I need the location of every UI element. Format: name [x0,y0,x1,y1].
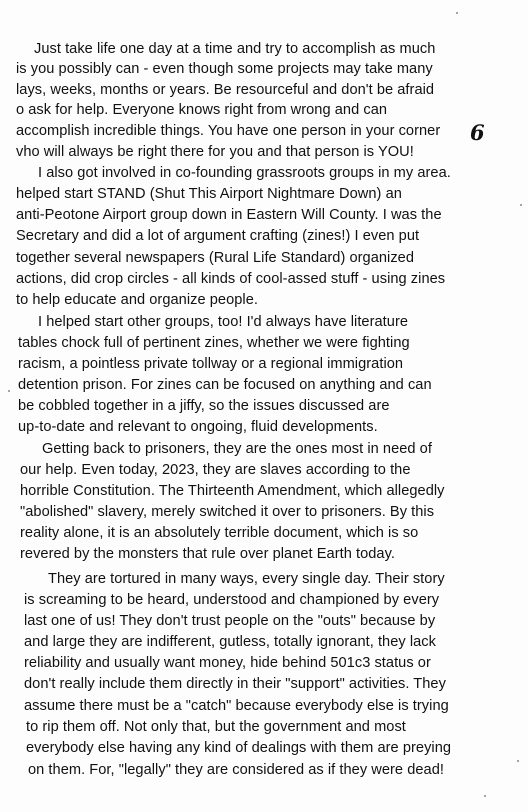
text-line: be cobbled together in a jiffy, so the issues discussed are [18,398,390,414]
text-line: They are tortured in many ways, every single day. Their story [48,571,445,587]
text-line: detention prison. For zines can be focused on anything and can [18,377,432,393]
text-line: to rip them off. Not only that, but the government and most [26,719,406,735]
text-line: our help. Even today, 2023, they are slaves according to the [20,462,411,478]
text-line: o ask for help. Everyone knows right from wrong and can [16,102,388,118]
text-line: assume there must be a "catch" because everybody else is trying [24,698,449,714]
page-number: 6 [470,120,485,145]
text-line: last one of us! They don't trust people on the "outs" because by [24,613,436,629]
scan-speck [456,12,458,14]
scan-speck [484,795,486,797]
text-line: don't really include them directly in their "support" activities. They [24,676,446,692]
text-line: up-to-date and relevant to ongoing, fluid developments. [18,419,378,435]
text-line: on them. For, "legally" they are considered as if they were dead! [28,762,444,778]
text-line: reality alone, it is an absolutely terrible document, which is so [20,525,419,541]
text-line: is screaming to be heard, understood and championed by every [24,592,440,608]
text-line: actions, did crop circles - all kinds of cool-assed stuff - using zines [16,271,446,287]
text-line: racism, a pointless private tollway or a regional immigration [18,356,404,372]
scan-speck [517,760,519,762]
scan-speck [520,204,522,206]
text-line: horrible Constitution. The Thirteenth Amendment, which allegedly [20,483,445,499]
text-line: accomplish incredible things. You have one person in your corner [16,123,441,139]
scan-speck [8,390,10,392]
text-line: "abolished" slavery, merely switched it over to prisoners. By this [20,504,435,520]
text-line: Secretary and did a lot of argument crafting (zines!) I even put [16,228,420,244]
text-line: together several newspapers (Rural Life Standard) organized [16,250,415,266]
text-line: anti-Peotone Airport group down in Eastern Will County. I was the [16,207,442,223]
text-line: to help educate and organize people. [16,292,258,308]
text-line: revered by the monsters that rule over planet Earth today. [20,546,395,562]
text-line: Just take life one day at a time and try to accomplish as much [34,41,436,57]
text-line: lays, weeks, months or years. Be resourceful and don't be afraid [16,82,435,98]
text-line: and large they are indifferent, gutless, totally ignorant, they lack [24,634,436,650]
text-line: is you possibly can - even though some projects may take many [16,61,433,77]
text-line: Getting back to prisoners, they are the ones most in need of [42,441,432,457]
text-line: everybody else having any kind of dealings with them are preying [26,740,452,756]
text-line: helped start STAND (Shut This Airport Nightmare Down) an [16,186,402,202]
text-line: I also got involved in co-founding grassroots groups in my area. [38,165,451,181]
text-line: I helped start other groups, too! I'd always have literature [38,314,409,330]
text-line: vho will always be right there for you and that person is YOU! [16,144,414,160]
text-line: reliability and usually want money, hide behind 501c3 status or [24,655,431,671]
text-line: tables chock full of pertinent zines, whether we were fighting [18,335,410,351]
